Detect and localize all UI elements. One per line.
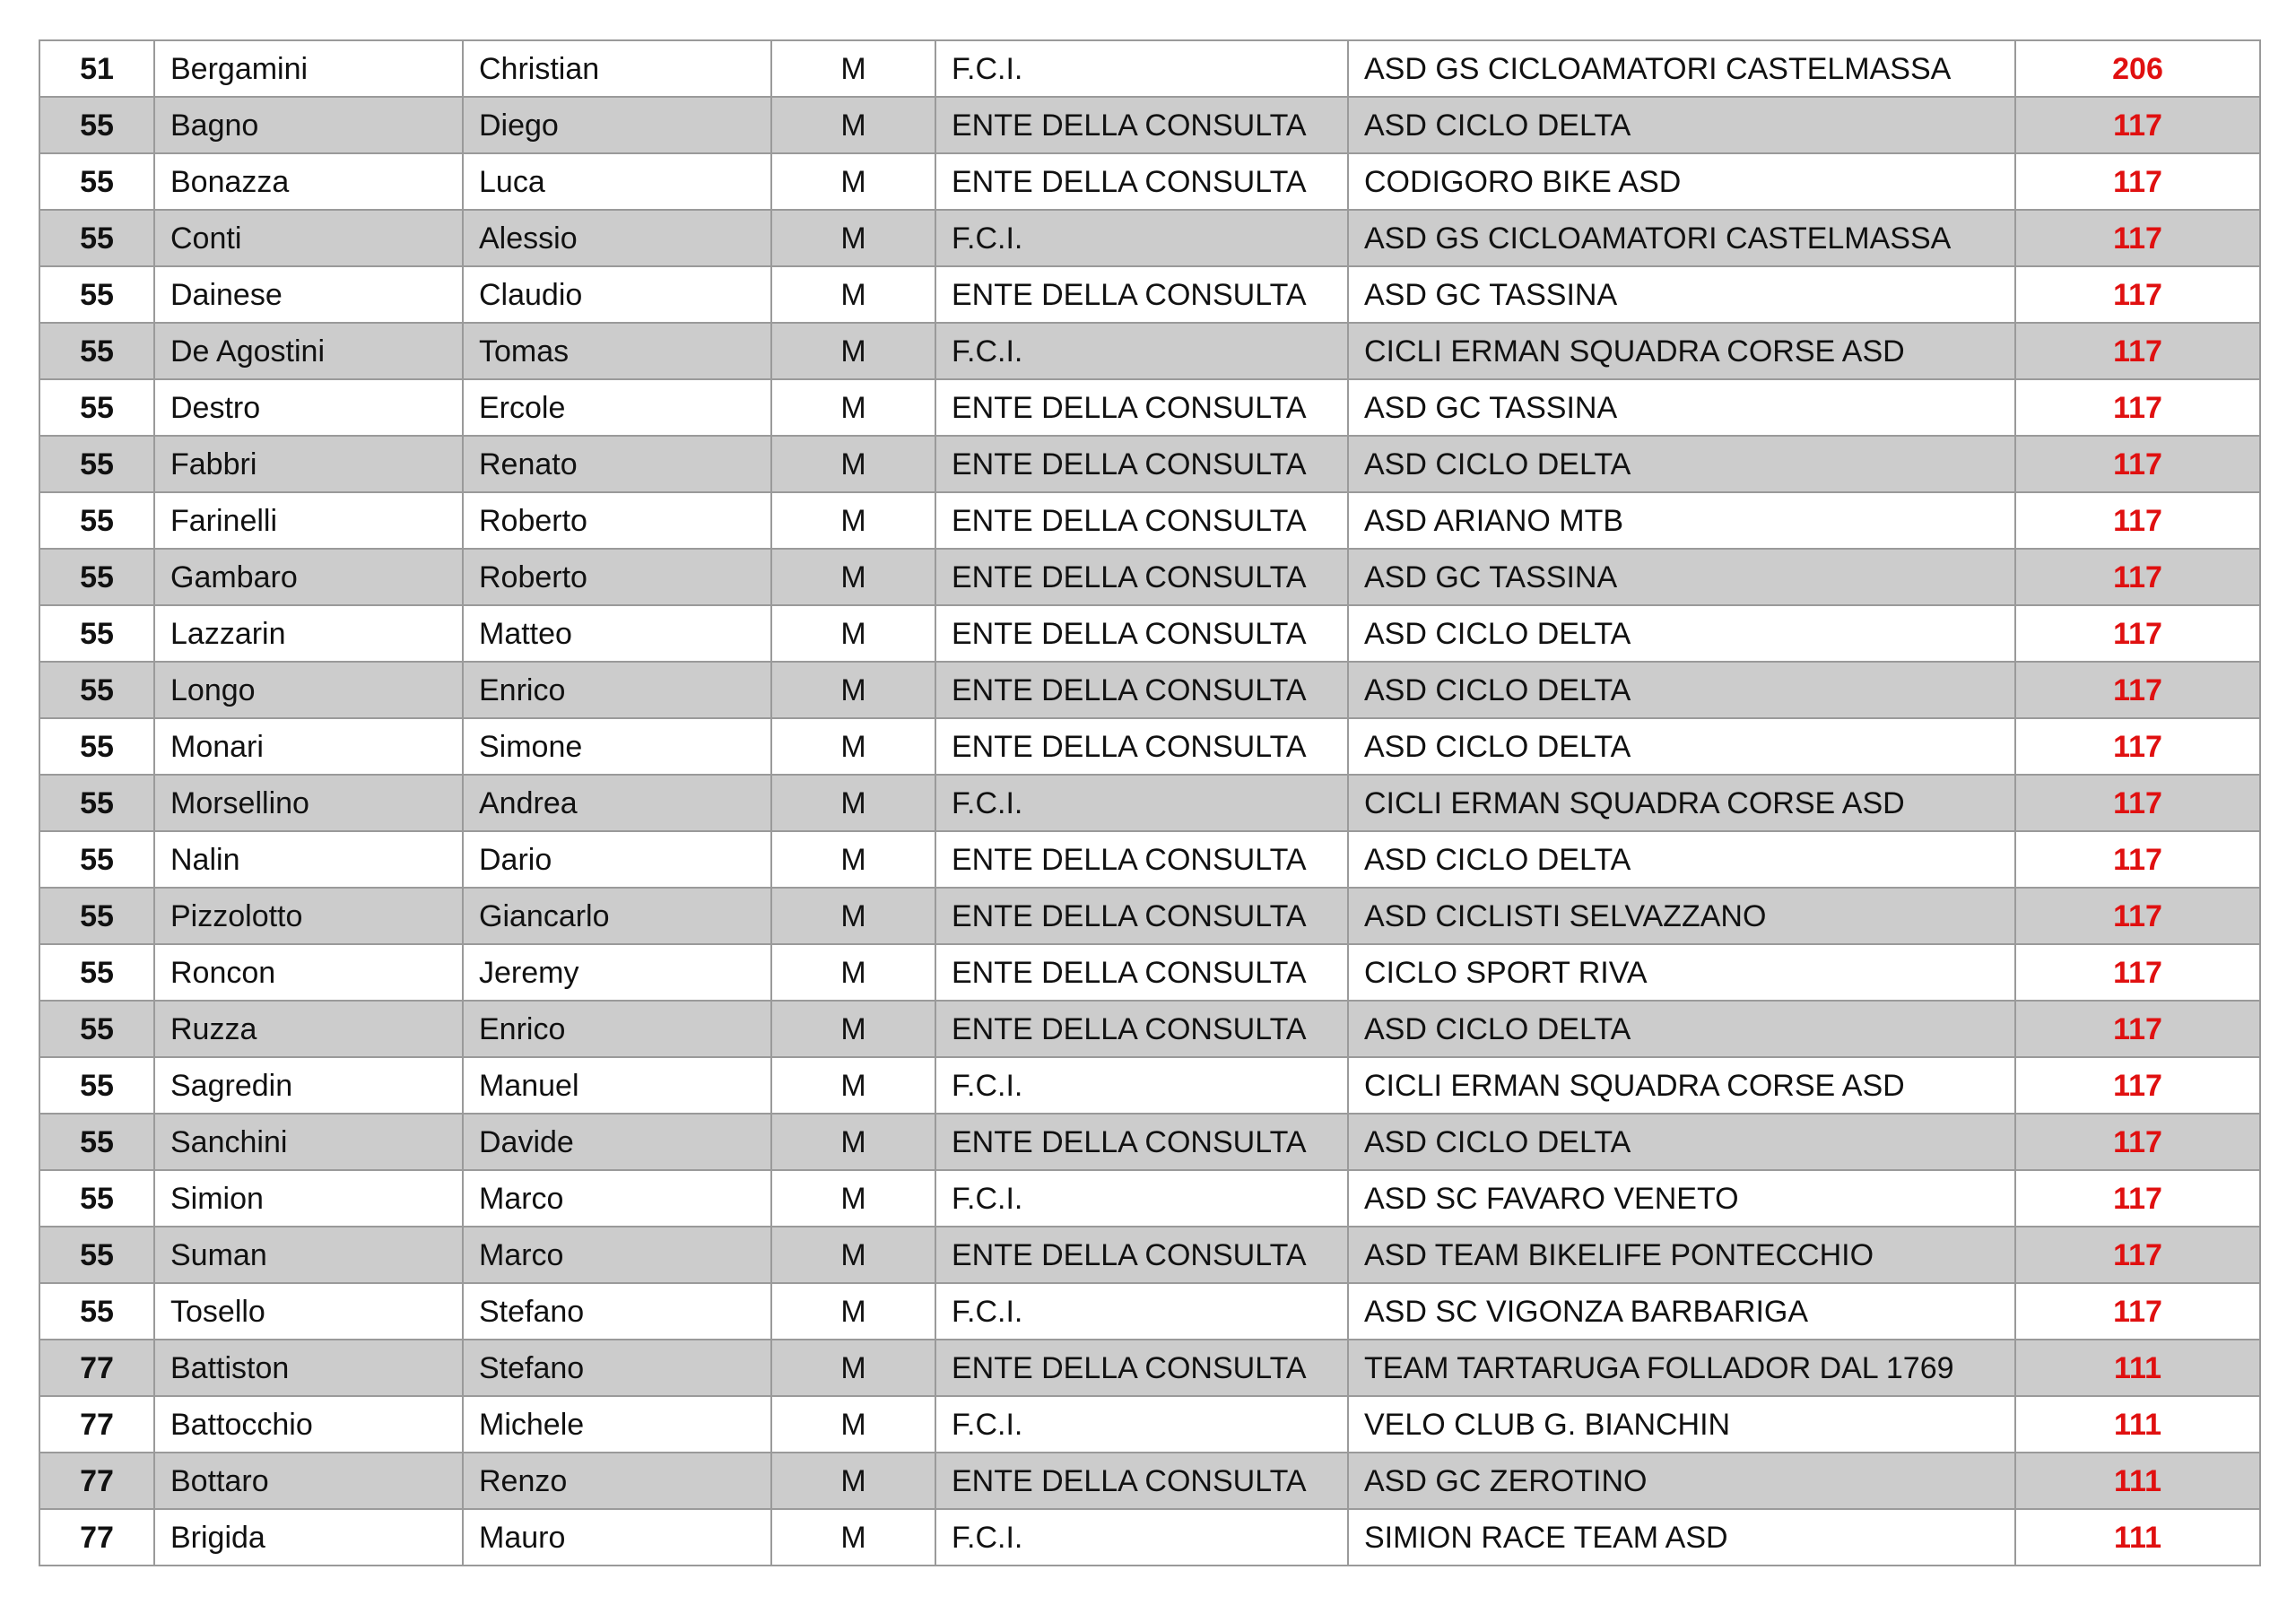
table-row <box>39 1396 2260 1453</box>
position-cell: 77 <box>39 1453 154 1509</box>
table-row <box>39 1509 2260 1566</box>
position-cell: 51 <box>39 40 154 97</box>
federation-cell: ENTE DELLA CONSULTA <box>935 831 1348 888</box>
first-name-cell: Luca <box>463 153 771 210</box>
sex-cell: M <box>771 1001 935 1057</box>
first-name-cell: Marco <box>463 1227 771 1283</box>
team-cell: ASD GC ZEROTINO <box>1348 1453 2015 1509</box>
position-cell: 55 <box>39 605 154 662</box>
surname-cell: Destro <box>154 379 463 436</box>
surname-cell: Roncon <box>154 944 463 1001</box>
points-cell: 117 <box>2015 379 2260 436</box>
points-cell: 117 <box>2015 1170 2260 1227</box>
federation-cell: ENTE DELLA CONSULTA <box>935 492 1348 549</box>
team-cell: ASD CICLO DELTA <box>1348 718 2015 775</box>
first-name-cell: Davide <box>463 1114 771 1170</box>
team-cell: ASD GS CICLOAMATORI CASTELMASSA <box>1348 210 2015 266</box>
position-cell: 55 <box>39 210 154 266</box>
sex-cell: M <box>771 1283 935 1340</box>
points-cell: 117 <box>2015 436 2260 492</box>
surname-cell: Conti <box>154 210 463 266</box>
sex-cell: M <box>771 323 935 379</box>
team-cell: ASD GC TASSINA <box>1348 379 2015 436</box>
position-cell: 55 <box>39 97 154 153</box>
team-cell: CICLO SPORT RIVA <box>1348 944 2015 1001</box>
team-cell: ASD CICLO DELTA <box>1348 1001 2015 1057</box>
table-row <box>39 1453 2260 1509</box>
table-row <box>39 436 2260 492</box>
position-cell: 55 <box>39 492 154 549</box>
points-cell: 111 <box>2015 1509 2260 1566</box>
points-cell: 117 <box>2015 718 2260 775</box>
federation-cell: ENTE DELLA CONSULTA <box>935 1001 1348 1057</box>
first-name-cell: Alessio <box>463 210 771 266</box>
first-name-cell: Jeremy <box>463 944 771 1001</box>
sex-cell: M <box>771 1057 935 1114</box>
surname-cell: Bonazza <box>154 153 463 210</box>
sex-cell: M <box>771 1396 935 1453</box>
team-cell: CODIGORO BIKE ASD <box>1348 153 2015 210</box>
points-cell: 117 <box>2015 1001 2260 1057</box>
table-row <box>39 379 2260 436</box>
sex-cell: M <box>771 210 935 266</box>
federation-cell: ENTE DELLA CONSULTA <box>935 1114 1348 1170</box>
federation-cell: ENTE DELLA CONSULTA <box>935 379 1348 436</box>
first-name-cell: Andrea <box>463 775 771 831</box>
table-row <box>39 40 2260 97</box>
points-cell: 117 <box>2015 549 2260 605</box>
team-cell: ASD ARIANO MTB <box>1348 492 2015 549</box>
position-cell: 77 <box>39 1340 154 1396</box>
points-cell: 117 <box>2015 323 2260 379</box>
points-cell: 117 <box>2015 944 2260 1001</box>
results-table <box>39 39 2261 1566</box>
team-cell: ASD CICLO DELTA <box>1348 1114 2015 1170</box>
sex-cell: M <box>771 153 935 210</box>
results-table-body <box>39 40 2260 1566</box>
position-cell: 55 <box>39 379 154 436</box>
sex-cell: M <box>771 492 935 549</box>
sex-cell: M <box>771 662 935 718</box>
first-name-cell: Renato <box>463 436 771 492</box>
position-cell: 55 <box>39 323 154 379</box>
table-row <box>39 153 2260 210</box>
position-cell: 55 <box>39 549 154 605</box>
table-row <box>39 888 2260 944</box>
table-row <box>39 944 2260 1001</box>
first-name-cell: Roberto <box>463 549 771 605</box>
position-cell: 55 <box>39 266 154 323</box>
points-cell: 117 <box>2015 605 2260 662</box>
surname-cell: Brigida <box>154 1509 463 1566</box>
table-row <box>39 662 2260 718</box>
surname-cell: De Agostini <box>154 323 463 379</box>
points-cell: 117 <box>2015 1057 2260 1114</box>
position-cell: 55 <box>39 1114 154 1170</box>
team-cell: ASD CICLO DELTA <box>1348 831 2015 888</box>
table-row <box>39 775 2260 831</box>
team-cell: ASD CICLO DELTA <box>1348 97 2015 153</box>
first-name-cell: Diego <box>463 97 771 153</box>
federation-cell: ENTE DELLA CONSULTA <box>935 266 1348 323</box>
position-cell: 55 <box>39 775 154 831</box>
points-cell: 117 <box>2015 153 2260 210</box>
sex-cell: M <box>771 718 935 775</box>
points-cell: 206 <box>2015 40 2260 97</box>
team-cell: ASD GC TASSINA <box>1348 549 2015 605</box>
surname-cell: Sanchini <box>154 1114 463 1170</box>
sex-cell: M <box>771 549 935 605</box>
team-cell: ASD CICLO DELTA <box>1348 662 2015 718</box>
federation-cell: ENTE DELLA CONSULTA <box>935 549 1348 605</box>
sex-cell: M <box>771 831 935 888</box>
surname-cell: Sagredin <box>154 1057 463 1114</box>
first-name-cell: Giancarlo <box>463 888 771 944</box>
first-name-cell: Manuel <box>463 1057 771 1114</box>
federation-cell: ENTE DELLA CONSULTA <box>935 436 1348 492</box>
first-name-cell: Stefano <box>463 1340 771 1396</box>
team-cell: TEAM TARTARUGA FOLLADOR DAL 1769 <box>1348 1340 2015 1396</box>
surname-cell: Bergamini <box>154 40 463 97</box>
position-cell: 55 <box>39 153 154 210</box>
team-cell: ASD SC VIGONZA BARBARIGA <box>1348 1283 2015 1340</box>
sex-cell: M <box>771 1114 935 1170</box>
points-cell: 117 <box>2015 1227 2260 1283</box>
position-cell: 55 <box>39 1057 154 1114</box>
team-cell: VELO CLUB G. BIANCHIN <box>1348 1396 2015 1453</box>
table-row <box>39 492 2260 549</box>
table-row <box>39 1227 2260 1283</box>
position-cell: 55 <box>39 1001 154 1057</box>
surname-cell: Gambaro <box>154 549 463 605</box>
first-name-cell: Michele <box>463 1396 771 1453</box>
team-cell: ASD GC TASSINA <box>1348 266 2015 323</box>
team-cell: ASD GS CICLOAMATORI CASTELMASSA <box>1348 40 2015 97</box>
first-name-cell: Simone <box>463 718 771 775</box>
sex-cell: M <box>771 97 935 153</box>
table-row <box>39 1283 2260 1340</box>
first-name-cell: Tomas <box>463 323 771 379</box>
sex-cell: M <box>771 775 935 831</box>
surname-cell: Lazzarin <box>154 605 463 662</box>
team-cell: CICLI ERMAN SQUADRA CORSE ASD <box>1348 1057 2015 1114</box>
team-cell: CICLI ERMAN SQUADRA CORSE ASD <box>1348 323 2015 379</box>
team-cell: SIMION RACE TEAM ASD <box>1348 1509 2015 1566</box>
sex-cell: M <box>771 944 935 1001</box>
table-row <box>39 605 2260 662</box>
federation-cell: ENTE DELLA CONSULTA <box>935 1340 1348 1396</box>
surname-cell: Longo <box>154 662 463 718</box>
sex-cell: M <box>771 1509 935 1566</box>
first-name-cell: Christian <box>463 40 771 97</box>
federation-cell: ENTE DELLA CONSULTA <box>935 662 1348 718</box>
points-cell: 117 <box>2015 210 2260 266</box>
federation-cell: ENTE DELLA CONSULTA <box>935 1227 1348 1283</box>
points-cell: 117 <box>2015 1283 2260 1340</box>
first-name-cell: Enrico <box>463 1001 771 1057</box>
table-row <box>39 97 2260 153</box>
federation-cell: F.C.I. <box>935 210 1348 266</box>
federation-cell: F.C.I. <box>935 775 1348 831</box>
points-cell: 117 <box>2015 492 2260 549</box>
first-name-cell: Matteo <box>463 605 771 662</box>
table-row <box>39 1340 2260 1396</box>
team-cell: ASD CICLISTI SELVAZZANO <box>1348 888 2015 944</box>
federation-cell: ENTE DELLA CONSULTA <box>935 153 1348 210</box>
surname-cell: Bagno <box>154 97 463 153</box>
first-name-cell: Renzo <box>463 1453 771 1509</box>
federation-cell: F.C.I. <box>935 1509 1348 1566</box>
surname-cell: Simion <box>154 1170 463 1227</box>
surname-cell: Tosello <box>154 1283 463 1340</box>
position-cell: 55 <box>39 944 154 1001</box>
position-cell: 55 <box>39 436 154 492</box>
table-row <box>39 266 2260 323</box>
federation-cell: ENTE DELLA CONSULTA <box>935 605 1348 662</box>
points-cell: 117 <box>2015 831 2260 888</box>
sex-cell: M <box>771 1453 935 1509</box>
points-cell: 111 <box>2015 1453 2260 1509</box>
first-name-cell: Claudio <box>463 266 771 323</box>
surname-cell: Pizzolotto <box>154 888 463 944</box>
points-cell: 111 <box>2015 1396 2260 1453</box>
surname-cell: Battocchio <box>154 1396 463 1453</box>
team-cell: ASD CICLO DELTA <box>1348 436 2015 492</box>
first-name-cell: Mauro <box>463 1509 771 1566</box>
position-cell: 77 <box>39 1396 154 1453</box>
federation-cell: F.C.I. <box>935 1170 1348 1227</box>
position-cell: 55 <box>39 1170 154 1227</box>
surname-cell: Monari <box>154 718 463 775</box>
team-cell: CICLI ERMAN SQUADRA CORSE ASD <box>1348 775 2015 831</box>
team-cell: ASD SC FAVARO VENETO <box>1348 1170 2015 1227</box>
surname-cell: Fabbri <box>154 436 463 492</box>
position-cell: 77 <box>39 1509 154 1566</box>
first-name-cell: Enrico <box>463 662 771 718</box>
points-cell: 117 <box>2015 1114 2260 1170</box>
federation-cell: F.C.I. <box>935 1283 1348 1340</box>
position-cell: 55 <box>39 888 154 944</box>
points-cell: 117 <box>2015 97 2260 153</box>
points-cell: 117 <box>2015 775 2260 831</box>
federation-cell: F.C.I. <box>935 1396 1348 1453</box>
position-cell: 55 <box>39 1227 154 1283</box>
position-cell: 55 <box>39 662 154 718</box>
table-row <box>39 1057 2260 1114</box>
surname-cell: Suman <box>154 1227 463 1283</box>
surname-cell: Battiston <box>154 1340 463 1396</box>
table-row <box>39 1001 2260 1057</box>
sex-cell: M <box>771 379 935 436</box>
federation-cell: F.C.I. <box>935 40 1348 97</box>
surname-cell: Ruzza <box>154 1001 463 1057</box>
sex-cell: M <box>771 266 935 323</box>
sex-cell: M <box>771 888 935 944</box>
surname-cell: Morsellino <box>154 775 463 831</box>
points-cell: 111 <box>2015 1340 2260 1396</box>
first-name-cell: Stefano <box>463 1283 771 1340</box>
surname-cell: Farinelli <box>154 492 463 549</box>
federation-cell: ENTE DELLA CONSULTA <box>935 1453 1348 1509</box>
federation-cell: ENTE DELLA CONSULTA <box>935 888 1348 944</box>
surname-cell: Bottaro <box>154 1453 463 1509</box>
position-cell: 55 <box>39 718 154 775</box>
federation-cell: ENTE DELLA CONSULTA <box>935 944 1348 1001</box>
sex-cell: M <box>771 1227 935 1283</box>
table-row <box>39 718 2260 775</box>
first-name-cell: Marco <box>463 1170 771 1227</box>
table-row <box>39 1114 2260 1170</box>
federation-cell: F.C.I. <box>935 323 1348 379</box>
federation-cell: ENTE DELLA CONSULTA <box>935 718 1348 775</box>
team-cell: ASD TEAM BIKELIFE PONTECCHIO <box>1348 1227 2015 1283</box>
surname-cell: Nalin <box>154 831 463 888</box>
position-cell: 55 <box>39 1283 154 1340</box>
table-row <box>39 1170 2260 1227</box>
sex-cell: M <box>771 605 935 662</box>
position-cell: 55 <box>39 831 154 888</box>
sex-cell: M <box>771 436 935 492</box>
points-cell: 117 <box>2015 266 2260 323</box>
table-row <box>39 323 2260 379</box>
first-name-cell: Dario <box>463 831 771 888</box>
first-name-cell: Ercole <box>463 379 771 436</box>
sex-cell: M <box>771 1170 935 1227</box>
first-name-cell: Roberto <box>463 492 771 549</box>
federation-cell: F.C.I. <box>935 1057 1348 1114</box>
table-row <box>39 831 2260 888</box>
sex-cell: M <box>771 40 935 97</box>
table-row <box>39 549 2260 605</box>
surname-cell: Dainese <box>154 266 463 323</box>
table-row <box>39 210 2260 266</box>
points-cell: 117 <box>2015 888 2260 944</box>
points-cell: 117 <box>2015 662 2260 718</box>
sex-cell: M <box>771 1340 935 1396</box>
team-cell: ASD CICLO DELTA <box>1348 605 2015 662</box>
federation-cell: ENTE DELLA CONSULTA <box>935 97 1348 153</box>
